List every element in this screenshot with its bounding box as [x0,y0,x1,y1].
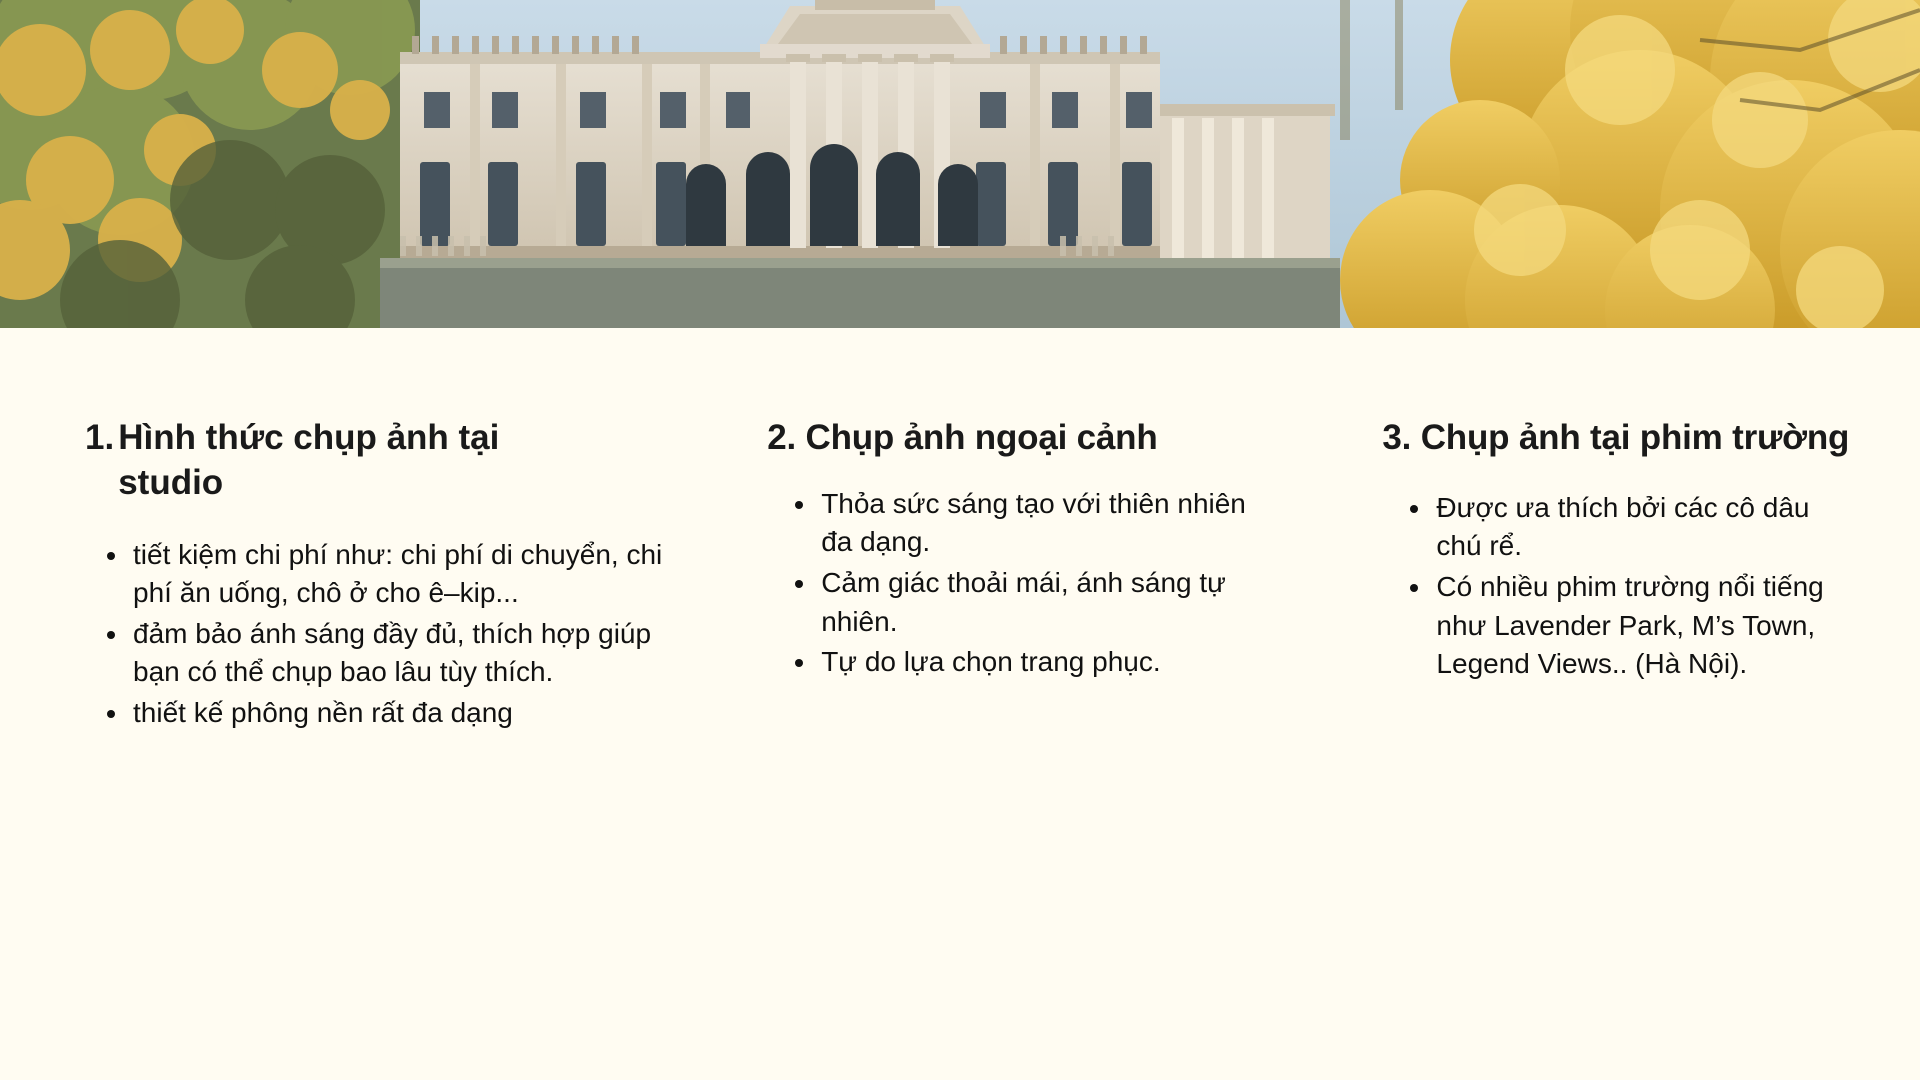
column-studio [60,416,727,735]
list-item: Có nhiều phim trường nổi tiếng như Lavender Park, M’s Town, Legend Views.. (Hà Nội). [1410,568,1850,684]
list-item: Cảm giác thoải mái, ánh sáng tự nhiên. [795,564,1266,641]
column-2-bullet-list [767,485,1297,682]
list-item: thiết kế phông nền rất đa dạng [107,694,693,733]
list-item: Thỏa sức sáng tạo với thiên nhiên đa dạng. [795,485,1266,562]
list-item: Được ưa thích bởi các cô dâu chú rể. [1410,489,1850,566]
list-item: đảm bảo ánh sáng đầy đủ, thích hợp giúp bạn có thể chụp bao lâu tùy thích. [107,615,693,692]
column-1-title: Hình thức chụp ảnh tại studio [118,418,500,502]
column-studio-lot [1327,416,1860,686]
hero-image [0,0,1920,328]
column-2-title: 2. Chụp ảnh ngoại cảnh [767,418,1158,457]
hero-illustration [0,0,1920,328]
list-item: Tự do lựa chọn trang phục. [795,643,1266,682]
column-1-bullet-list [85,536,697,733]
column-3-title: 3. Chụp ảnh tại phim trường [1382,418,1850,457]
column-outdoor [727,416,1327,684]
column-1-number: 1. [85,418,115,457]
list-item: tiết kiệm chi phí như: chi phí di chuyển, chi phí ăn uống, chô ở cho ê–kip... [107,536,693,613]
content-columns [0,328,1920,1080]
column-1-heading [85,416,697,506]
column-3-bullet-list [1382,489,1850,684]
